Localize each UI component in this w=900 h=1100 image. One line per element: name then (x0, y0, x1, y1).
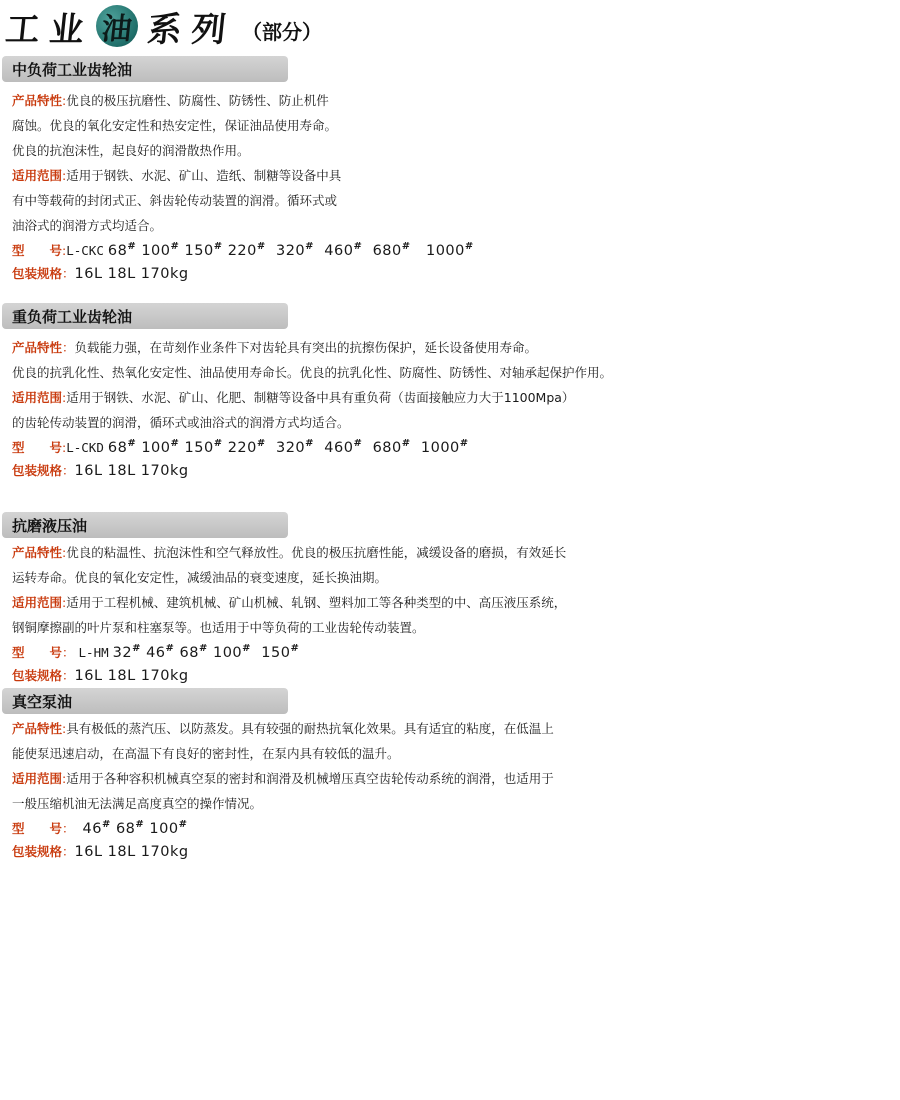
packing-value: 16L 18L 170kg (74, 266, 189, 282)
product-section-heavy-gear-oil (2, 303, 882, 481)
model-list: 32# 46# 68# 100# 150# (112, 643, 300, 661)
scope-label: 适用范围 (12, 168, 63, 183)
model-label: 型 号 (12, 645, 63, 660)
title-char-4: 系 (145, 9, 194, 50)
features-line: 运转寿命。优良的氧化安定性，减缓油品的衰变速度，延长换油期。 (12, 570, 388, 585)
features-line: 产品特性：负载能力强，在苛刻作业条件下对齿轮具有突出的抗擦伤保护，延长设备使用寿命。 (12, 340, 538, 355)
scope-label: 适用范围 (12, 595, 63, 610)
packing-label: 包装规格 (12, 266, 63, 281)
scope-label: 适用范围 (12, 771, 63, 786)
model-line: 型 号:L-CKC 68# 100# 150# 220# 320# 460# 680# 1000# (12, 241, 474, 259)
features-label: 产品特性 (12, 340, 63, 355)
packing-label: 包装规格 (12, 668, 63, 683)
model-line: 型 号： L-HM 32# 46# 68# 100# 150# (12, 643, 300, 661)
scope-line: 一般压缩机油无法满足高度真空的操作情况。 (12, 796, 263, 811)
title-char-5: 列 (189, 9, 238, 50)
model-list: 68# 100# 150# 220# 320# 460# 680# 1000# (107, 438, 469, 456)
model-line: 型 号： 46# 68# 100# (12, 819, 188, 837)
scope-line: 油浴式的润滑方式均适合。 (12, 218, 163, 233)
packing-line: 包装规格：16L 18L 170kg (12, 844, 189, 860)
model-prefix: L-HM (78, 645, 109, 660)
section-title: 抗磨液压油 (2, 512, 288, 538)
features-label: 产品特性 (12, 545, 63, 560)
features-line: 能使泵迅速启动，在高温下有良好的密封性，在泵内具有较低的温升。 (12, 746, 400, 761)
product-section-medium-gear-oil (2, 56, 882, 284)
page-header (3, 2, 322, 50)
model-list: 68# 100# 150# 220# 320# 460# 680# 1000# (107, 241, 474, 259)
features-line: 腐蚀。优良的氧化安定性和热安定性，保证油品使用寿命。 (12, 118, 338, 133)
model-label: 型 号 (12, 243, 63, 258)
features-label: 产品特性 (12, 93, 63, 108)
features-line: 产品特性:优良的粘温性、抗泡沫性和空气释放性。优良的极压抗磨性能，减缓设备的磨损，有效延长 (12, 545, 567, 560)
model-line: 型 号:L-CKD 68# 100# 150# 220# 320# 460# 680# 1000# (12, 438, 469, 456)
model-label: 型 号 (12, 821, 63, 836)
scope-line: 的齿轮传动装置的润滑，循环式或油浴式的润滑方式均适合。 (12, 415, 350, 430)
section-title: 中负荷工业齿轮油 (2, 56, 288, 82)
packing-line: 包装规格：16L 18L 170kg (12, 463, 189, 479)
product-section-vacuum-pump-oil (2, 688, 882, 862)
page-subtitle: （部分） (242, 19, 322, 44)
section-title: 重负荷工业齿轮油 (2, 303, 288, 329)
features-label: 产品特性 (12, 721, 63, 736)
scope-line: 适用范围:适用于工程机械、建筑机械、矿山机械、轧钢、塑料加工等各种类型的中、高压液压系统， (12, 595, 567, 610)
features-line: 优良的抗泡沫性，起良好的润滑散热作用。 (12, 143, 250, 158)
packing-label: 包装规格 (12, 844, 63, 859)
title-char-3: 油 (99, 12, 134, 47)
scope-line: 钢铜摩擦副的叶片泵和柱塞泵等。也适用于中等负荷的工业齿轮传动装置。 (12, 620, 425, 635)
packing-value: 16L 18L 170kg (74, 668, 189, 684)
model-prefix: L-CKC (66, 243, 104, 258)
packing-line: 包装规格：16L 18L 170kg (12, 266, 189, 282)
packing-value: 16L 18L 170kg (74, 463, 189, 479)
scope-line: 适用范围:适用于钢铁、水泥、矿山、化肥、制糖等设备中具有重负荷（齿面接触应力大于1100Mpa） (12, 390, 575, 405)
scope-line: 有中等载荷的封闭式正、斜齿轮传动装置的润滑。循环式或 (12, 193, 338, 208)
model-label: 型 号 (12, 440, 63, 455)
packing-label: 包装规格 (12, 463, 63, 478)
model-list: 46# 68# 100# (82, 819, 188, 837)
packing-value: 16L 18L 170kg (74, 844, 189, 860)
features-line: 产品特性:优良的极压抗磨性、防腐性、防锈性、防止机件 (12, 93, 329, 108)
product-section-antiwear-hydraulic-oil (2, 512, 882, 686)
packing-line: 包装规格：16L 18L 170kg (12, 668, 189, 684)
section-title: 真空泵油 (2, 688, 288, 714)
title-oil-emblem (96, 5, 138, 47)
features-line: 产品特性:具有极低的蒸汽压、以防蒸发。具有较强的耐热抗氧化效果。具有适宜的粘度，在低温上 (12, 721, 554, 736)
features-line: 优良的抗乳化性、热氧化安定性、油品使用寿命长。优良的抗乳化性、防腐性、防锈性、对轴承起保护作用。 (12, 365, 613, 380)
scope-line: 适用范围:适用于各种容积机械真空泵的密封和润滑及机械增压真空齿轮传动系统的润滑，也适用于 (12, 771, 554, 786)
scope-line: 适用范围:适用于钢铁、水泥、矿山、造纸、制糖等设备中具 (12, 168, 342, 183)
title-char-1: 工 (3, 9, 52, 50)
model-prefix: L-CKD (66, 440, 104, 455)
scope-label: 适用范围 (12, 390, 63, 405)
title-char-2: 业 (47, 9, 96, 50)
